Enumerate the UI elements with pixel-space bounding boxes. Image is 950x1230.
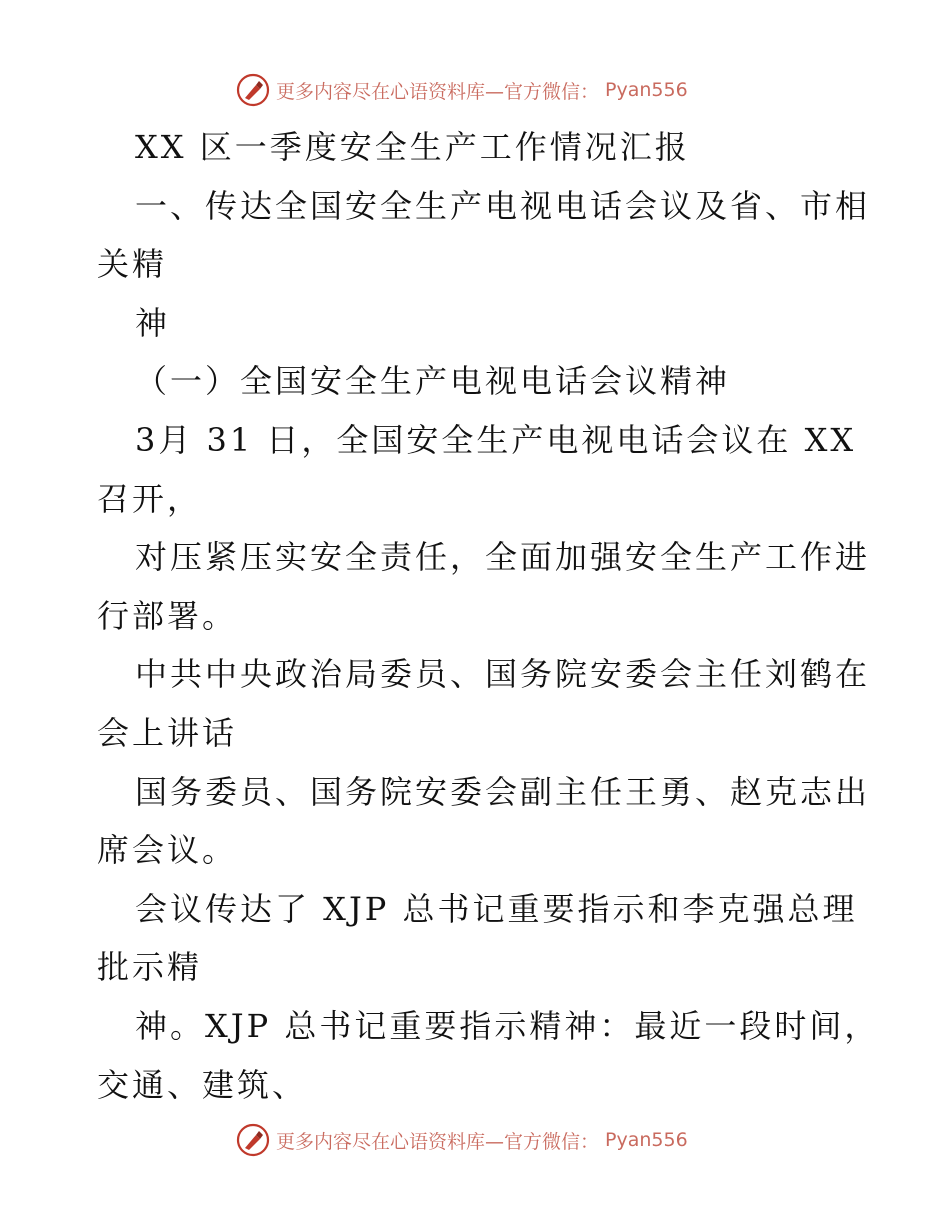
text-line: 国务委员、国务院安委会副主任王勇、赵克志出 <box>135 772 871 811</box>
watermark-id: Pyan556 <box>605 1129 688 1151</box>
watermark-header <box>236 72 688 108</box>
section-heading-1: 一、传达全国安全生产电视电话会议及省、市相 <box>135 186 871 225</box>
text-line: 神 <box>135 303 171 342</box>
pen-logo-icon <box>236 73 270 107</box>
pen-logo-icon <box>236 1123 270 1157</box>
text-line: 行部署。 <box>97 596 238 635</box>
watermark-footer <box>236 1122 688 1158</box>
text-line: 3月 31 日，全国安全生产电视电话会议在 XX <box>135 420 857 459</box>
watermark-text: 更多内容尽在心语资料库—官方微信： <box>276 1130 600 1153</box>
text-line: 交通、建筑、 <box>97 1065 308 1104</box>
text-line: 关精 <box>97 245 168 284</box>
text-line: 批示精 <box>97 948 203 987</box>
watermark-text: 更多内容尽在心语资料库—官方微信： <box>276 80 600 103</box>
document-body <box>97 118 880 1114</box>
text-line: 召开， <box>97 479 203 518</box>
document-title: XX 区一季度安全生产工作情况汇报 <box>135 128 690 166</box>
text-line: 会议传达了 XJP 总书记重要指示和李克强总理 <box>135 889 858 928</box>
text-line: 神。XJP 总书记重要指示精神：最近一段时间， <box>135 1006 880 1045</box>
text-line: 中共中央政治局委员、国务院安委会主任刘鹤在 <box>135 655 871 694</box>
text-line: 对压紧压实安全责任，全面加强安全生产工作进 <box>135 538 871 577</box>
text-line: 席会议。 <box>97 831 238 870</box>
subsection-heading: （一）全国安全生产电视电话会议精神 <box>135 362 731 401</box>
watermark-id: Pyan556 <box>605 79 688 101</box>
text-line: 会上讲话 <box>97 713 238 752</box>
